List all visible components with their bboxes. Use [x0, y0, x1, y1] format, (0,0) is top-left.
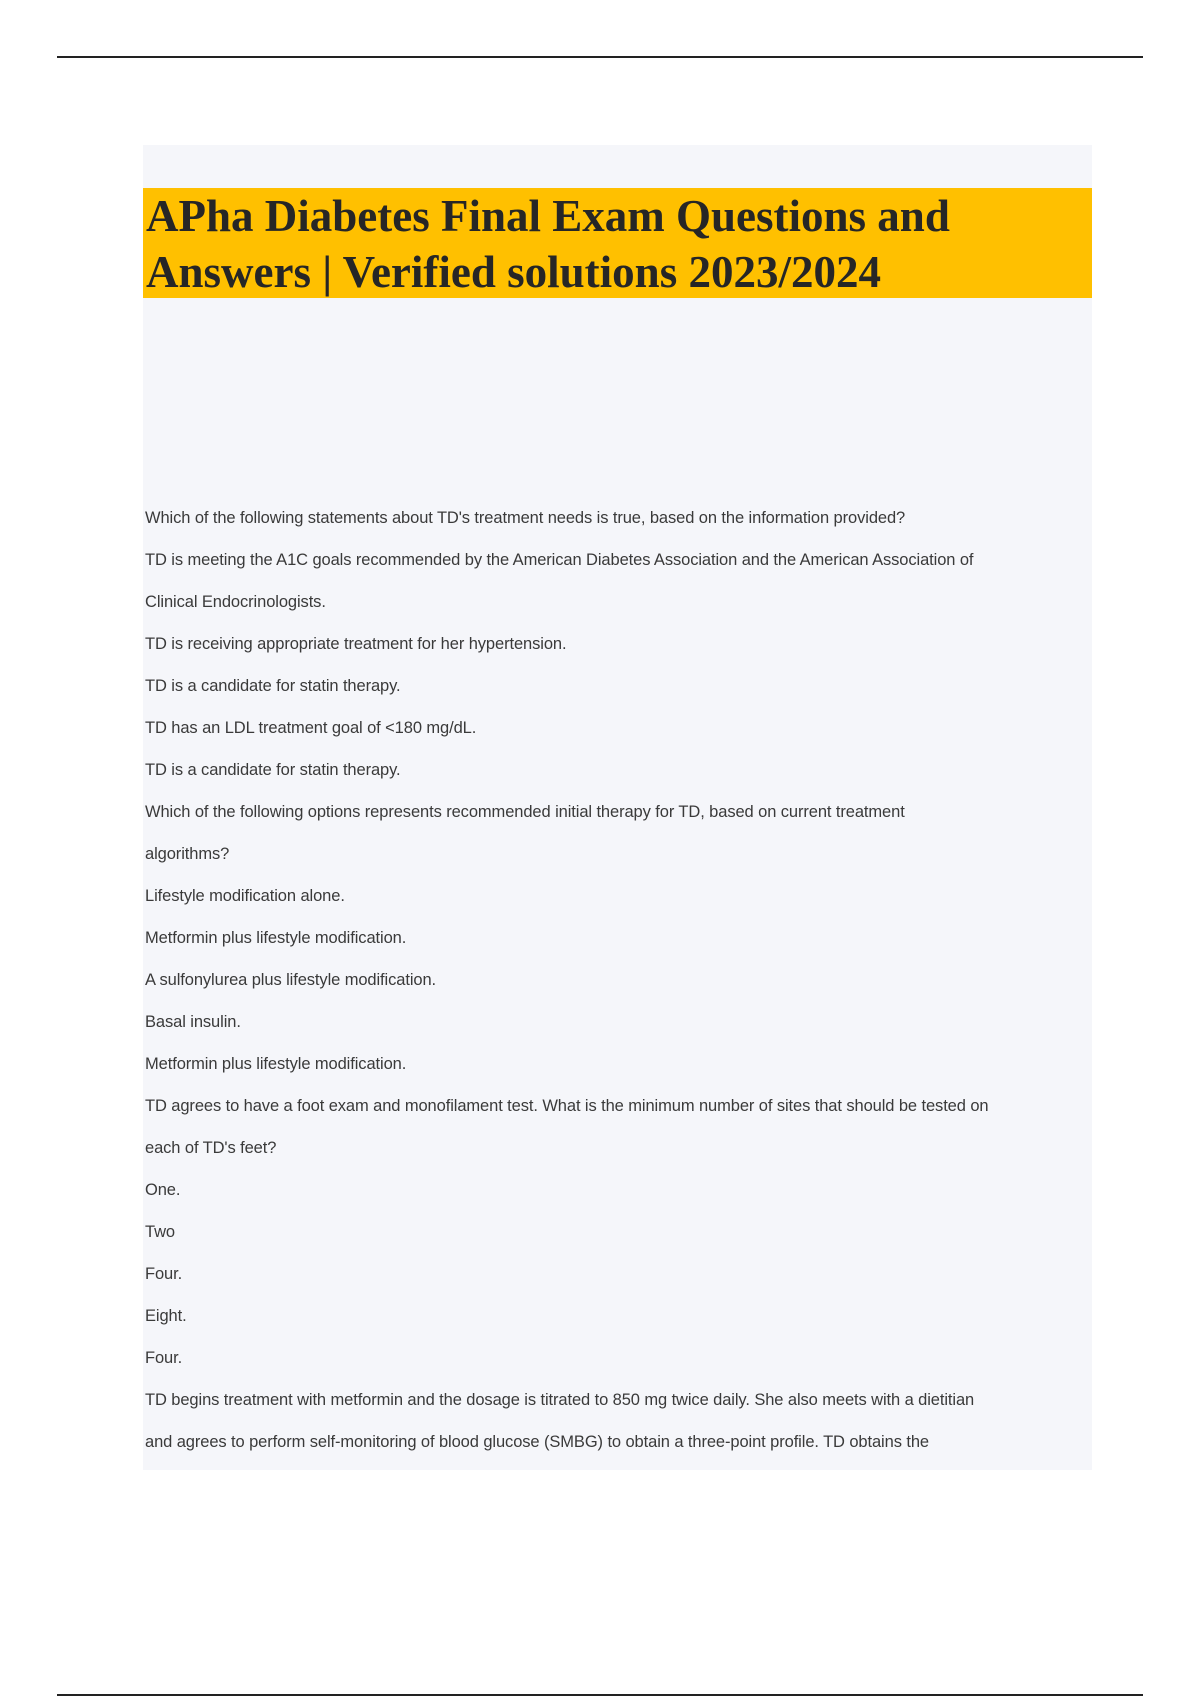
title-line-2: Answers | Verified solutions 2023/2024: [146, 247, 881, 297]
text-line: and agrees to perform self-monitoring of blood glucose (SMBG) to obtain a three-point profile. TD obtains the: [145, 1433, 929, 1451]
text-line: Which of the following statements about TD's treatment needs is true, based on the information provided?: [145, 509, 906, 527]
text-line: Metformin plus lifestyle modification.: [145, 1055, 407, 1073]
text-line: Which of the following options represents recommended initial therapy for TD, based on current treatment: [145, 803, 905, 821]
text-line: TD is meeting the A1C goals recommended by the American Diabetes Association and the American Association of: [145, 551, 974, 569]
text-line: each of TD's feet?: [145, 1139, 277, 1157]
text-line: TD is receiving appropriate treatment for her hypertension.: [145, 635, 567, 653]
title-line-1: APha Diabetes Final Exam Questions and: [146, 191, 950, 241]
header-rule: [57, 56, 1143, 58]
text-line: Eight.: [145, 1307, 187, 1325]
text-line: TD has an LDL treatment goal of <180 mg/dL.: [145, 719, 477, 737]
text-line: Four.: [145, 1349, 183, 1367]
text-line: Clinical Endocrinologists.: [145, 593, 326, 611]
text-line: Basal insulin.: [145, 1013, 241, 1031]
title-band: [143, 188, 1092, 298]
text-line: TD agrees to have a foot exam and monofilament test. What is the minimum number of sites that should be tested on: [145, 1097, 989, 1115]
document-title: [143, 188, 1092, 300]
text-line: Two: [145, 1223, 175, 1241]
text-line: TD begins treatment with metformin and the dosage is titrated to 850 mg twice daily. She also meets with a dietitian: [145, 1391, 975, 1409]
document-content: [143, 145, 1092, 1470]
text-line: Metformin plus lifestyle modification.: [145, 929, 407, 947]
footer-rule: [57, 1694, 1143, 1696]
text-line: Four.: [145, 1265, 183, 1283]
question-text: [145, 497, 1089, 1463]
text-line: TD is a candidate for statin therapy.: [145, 761, 401, 779]
text-line: algorithms?: [145, 845, 230, 863]
text-line: Lifestyle modification alone.: [145, 887, 345, 905]
text-line: One.: [145, 1181, 181, 1199]
text-line: TD is a candidate for statin therapy.: [145, 677, 401, 695]
text-line: A sulfonylurea plus lifestyle modification.: [145, 971, 437, 989]
